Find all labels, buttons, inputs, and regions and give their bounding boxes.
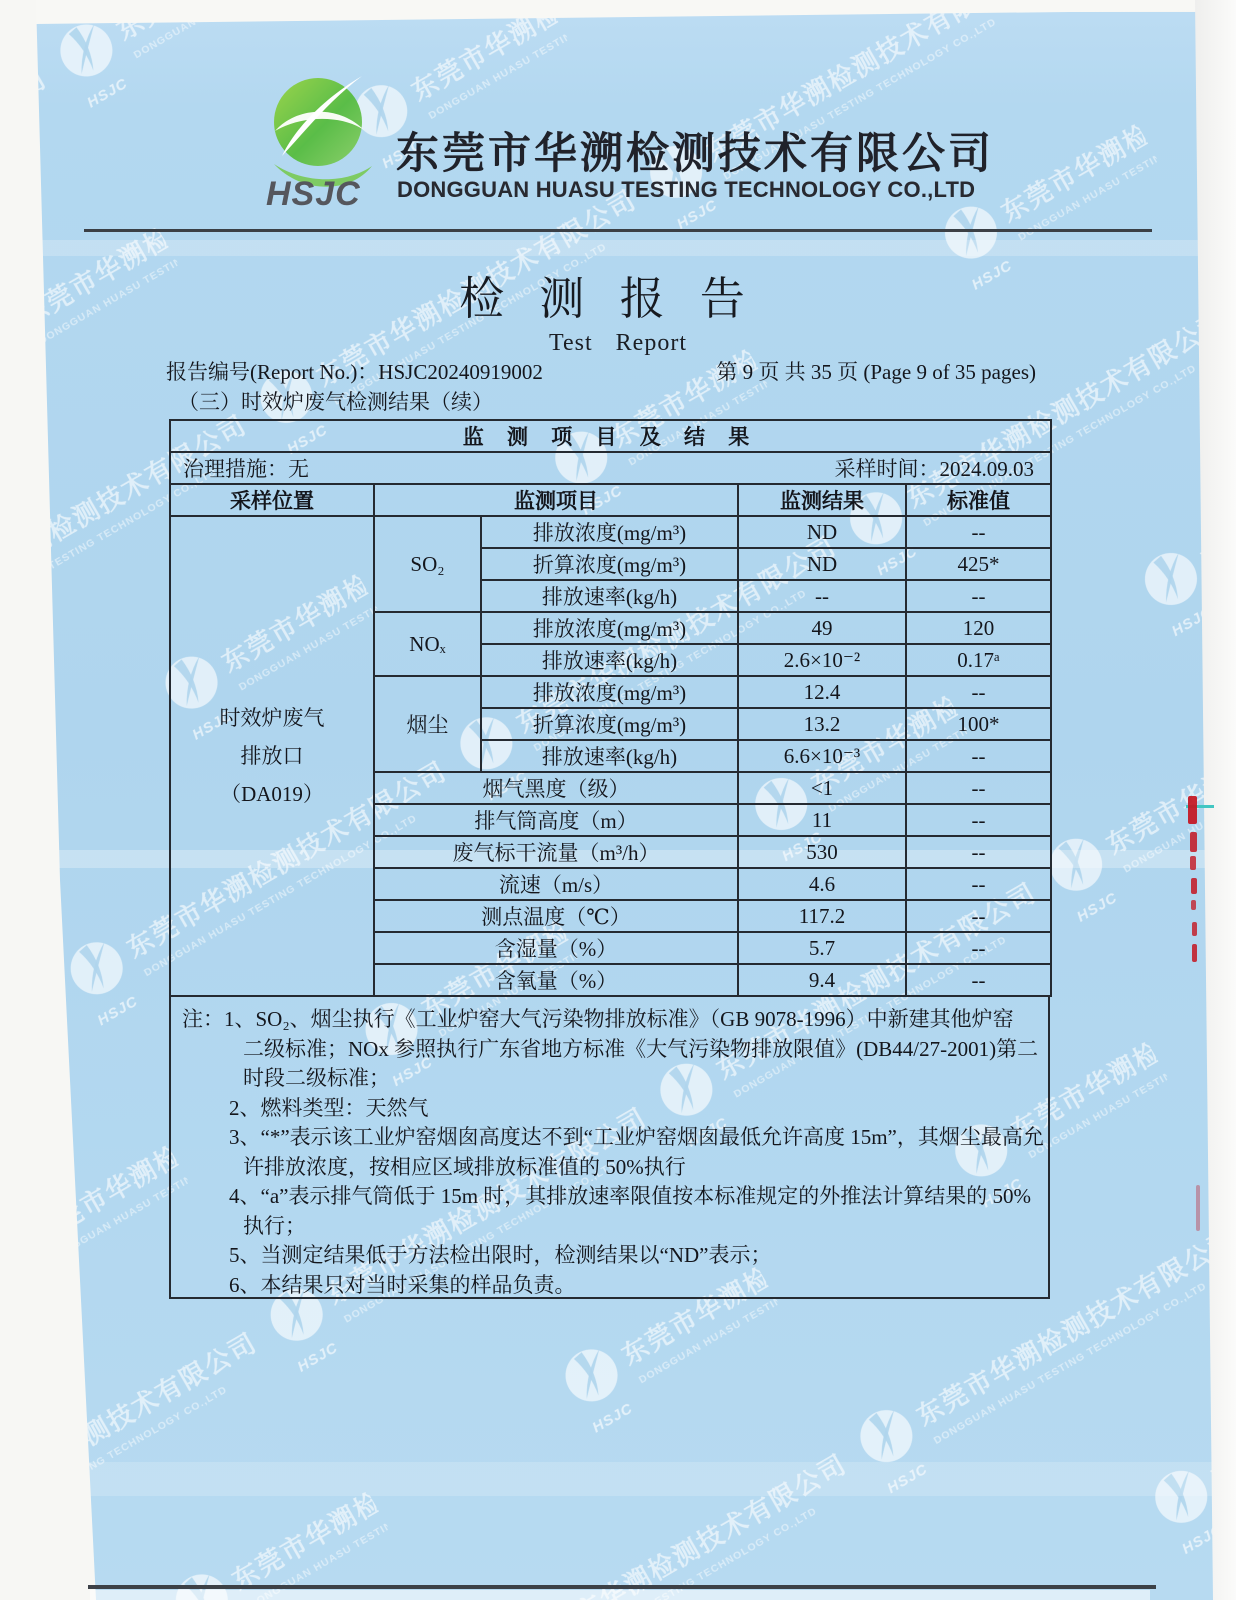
note-line: 执行； — [243, 1213, 306, 1238]
standard-cell: -- — [906, 772, 1051, 804]
note-line: 2、燃料类型：天然气 — [229, 1095, 429, 1120]
page-bottom-strip — [90, 1590, 1150, 1600]
param-cell: 排放速率(kg/h) — [481, 740, 738, 772]
standard-cell: -- — [906, 868, 1051, 900]
param-cell: 含湿量（%） — [374, 932, 738, 964]
pollutant-label: SO₂ — [374, 516, 481, 612]
table-row — [170, 516, 1051, 548]
param-cell: 折算浓度(mg/m³) — [481, 548, 738, 580]
note-line: 许排放浓度，按相应区域排放标准值的 50%执行 — [243, 1154, 686, 1179]
header-divider — [84, 229, 1152, 232]
result-cell: 49 — [738, 612, 906, 644]
standard-cell: -- — [906, 932, 1051, 964]
note-line: 注：1、SO₂、烟尘执行《工业炉窑大气污染物排放标准》（GB 9078-1996）中新建其他炉窑 — [182, 1007, 1014, 1031]
report-info-row — [166, 356, 1036, 386]
col-header-result: 监测结果 — [738, 484, 906, 516]
result-cell: 11 — [738, 804, 906, 836]
result-cell: 2.6×10⁻² — [738, 644, 906, 676]
param-cell: 折算浓度(mg/m³) — [481, 708, 738, 740]
result-cell: <1 — [738, 772, 906, 804]
treatment-measure: 治理措施：无 — [183, 457, 309, 481]
standard-cell: 0.17ᵃ — [906, 644, 1051, 676]
report-number: 报告编号(Report No.)：HSJC20240919002 — [166, 360, 543, 384]
standard-cell: -- — [906, 580, 1051, 612]
standard-cell: 425* — [906, 548, 1051, 580]
result-cell: ND — [738, 516, 906, 548]
result-cell: 13.2 — [738, 708, 906, 740]
hsjc-logo-text: HSJC — [266, 175, 361, 210]
result-cell: 9.4 — [738, 964, 906, 996]
hsjc-logo-icon — [266, 74, 382, 210]
col-header-position: 采样位置 — [170, 484, 374, 516]
results-table-wrap — [169, 419, 1050, 1299]
param-cell: 测点温度（℃） — [374, 900, 738, 932]
note-line: 5、当测定结果低于方法检出限时，检测结果以“ND”表示； — [229, 1243, 772, 1267]
standard-cell: -- — [906, 836, 1051, 868]
result-cell: ND — [738, 548, 906, 580]
note-line: 3、“*”表示该工业炉窑烟囱高度达不到“工业炉窑烟囱最低允许高度 15m”，其烟尘最高允 — [229, 1125, 1044, 1149]
page-indicator: 第 9 页 共 35 页 (Page 9 of 35 pages) — [716, 360, 1036, 384]
param-cell: 排放浓度(mg/m³) — [481, 676, 738, 708]
col-header-standard: 标准值 — [906, 484, 1051, 516]
col-header-item: 监测项目 — [374, 484, 738, 516]
standard-cell: -- — [906, 516, 1051, 548]
param-cell: 排放速率(kg/h) — [481, 644, 738, 676]
result-cell: 530 — [738, 836, 906, 868]
result-cell: -- — [738, 580, 906, 612]
note-line: 4、“a”表示排气筒低于 15m 时，其排放速率限值按本标准规定的外推法计算结果的 50% — [229, 1184, 1032, 1208]
table-banner: 监 测 项 目 及 结 果 — [170, 420, 1051, 452]
results-table — [169, 419, 1052, 997]
param-cell: 废气标干流量（m³/h） — [374, 836, 738, 868]
pollutant-label: NOₓ — [374, 612, 481, 676]
param-cell: 流速（m/s） — [374, 868, 738, 900]
result-cell: 12.4 — [738, 676, 906, 708]
result-cell: 6.6×10⁻³ — [738, 740, 906, 772]
sampling-location-cell: 时效炉废气 排放口 （DA019） — [170, 516, 374, 996]
result-cell: 5.7 — [738, 932, 906, 964]
standard-cell: -- — [906, 964, 1051, 996]
document-title: 检 测 报 告 — [459, 274, 757, 324]
standard-cell: -- — [906, 804, 1051, 836]
param-cell: 排放浓度(mg/m³) — [481, 516, 738, 548]
document-subtitle: Test Report — [549, 330, 687, 356]
note-line: 二级标准；NOx 参照执行广东省地方标准《大气污染物排放限值》(DB44/27-2001)第二 — [243, 1036, 1039, 1061]
param-cell: 排放浓度(mg/m³) — [481, 612, 738, 644]
company-name-en: DONGGUAN HUASU TESTING TECHNOLOGY CO.,LTD — [397, 177, 976, 202]
param-cell: 烟气黑度（级） — [374, 772, 738, 804]
note-line: 时段二级标准； — [243, 1066, 390, 1090]
standard-cell: -- — [906, 900, 1051, 932]
page-bottom-edge — [88, 1585, 1156, 1589]
standard-cell: 100* — [906, 708, 1051, 740]
standard-cell: 120 — [906, 612, 1051, 644]
pollutant-label: 烟尘 — [374, 676, 481, 772]
note-line: 6、本结果只对当时采集的样品负责。 — [229, 1272, 576, 1297]
section-heading: （三）时效炉废气检测结果（续） — [178, 390, 493, 414]
standard-cell: -- — [906, 676, 1051, 708]
param-cell: 排气筒高度（m） — [374, 804, 738, 836]
sampling-time: 采样时间：2024.09.03 — [834, 457, 1035, 481]
company-name-cn: 东莞市华溯检测技术有限公司 — [396, 131, 994, 178]
result-cell: 117.2 — [738, 900, 906, 932]
result-cell: 4.6 — [738, 868, 906, 900]
standard-cell: -- — [906, 740, 1051, 772]
param-cell: 排放速率(kg/h) — [481, 580, 738, 612]
notes-box — [169, 995, 1050, 1299]
param-cell: 含氧量（%） — [374, 964, 738, 996]
